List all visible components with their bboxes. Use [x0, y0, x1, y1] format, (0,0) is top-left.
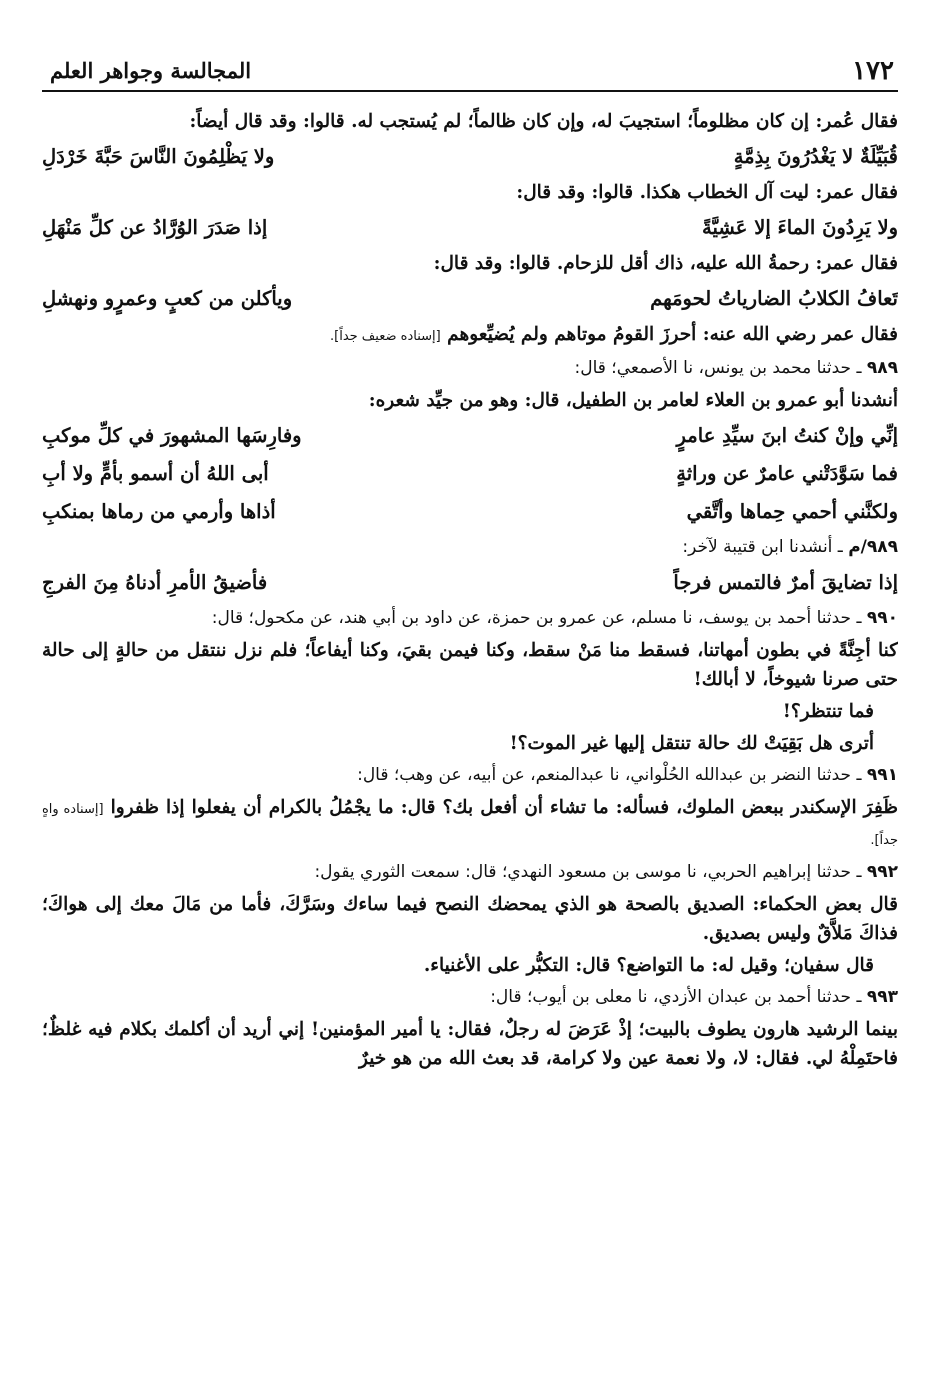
isnad-paragraph [42, 983, 898, 1012]
editor-note: [إسناده واهٍ جداً]. [42, 802, 898, 848]
verse-line [42, 456, 898, 492]
verse-line [42, 210, 898, 246]
hadith-number: ٩٩٠ [866, 608, 898, 628]
page-body [42, 94, 898, 1073]
verse-line [42, 565, 898, 601]
verse-first-hemistich: إنِّي وإنْ كنتُ ابنَ سيِّدِ عامرٍ [676, 424, 898, 447]
verse-second-hemistich: أذاها وأرمي من رماها بمنكبِ [42, 500, 276, 523]
paragraph-text: ـ أنشدنا ابن قتيبة لآخر: [682, 537, 843, 557]
isnad-paragraph [42, 604, 898, 633]
text-paragraph [42, 249, 898, 278]
paragraph-text: أنشدنا أبو عمرو بن العلاء لعامر بن الطفيل، قال: وهو من جيِّد شعره: [368, 390, 898, 411]
text-paragraph [42, 320, 898, 351]
paragraph-text: أترى هل بَقِيَتْ لك حالة تنتقل إليها غير الموت؟! [509, 733, 874, 754]
verse-line [42, 281, 898, 317]
text-paragraph [42, 697, 898, 726]
verse-first-hemistich: تَعافُ الكلابُ الضارياتُ لحومَهم [650, 287, 898, 310]
text-paragraph [42, 793, 898, 855]
paragraph-text: فقال عُمر: إن كان مظلوماً؛ استجيبَ له، وإن كان ظالماً؛ لم يُستجب له. قالوا: وقد قال أيضاً: [189, 111, 898, 132]
page-header [42, 50, 898, 94]
paragraph-text: قال بعض الحكماء: الصديق بالصحة هو الذي يمحضك النصح فيما ساءك وسَرَّكَ، فأما من مَالَ معك إلى هواكَ؛ فذاكَ مَلاَّقٌ وليس بصديق. [42, 894, 898, 944]
paragraph-text: ـ حدثنا أحمد بن عبدان الأزدي، نا معلى بن أيوب؛ قال: [490, 987, 862, 1007]
verse-line [42, 418, 898, 454]
paragraph-text: فما تنتظر؟! [782, 701, 874, 722]
verse-second-hemistich: أبى اللهُ أن أسمو بأمٍّ ولا أبِ [42, 462, 269, 485]
verse-second-hemistich: وفارِسَها المشهورَ في كلِّ موكبِ [42, 424, 302, 447]
text-paragraph [42, 890, 898, 948]
header-rule [42, 90, 898, 92]
isnad-paragraph [42, 533, 898, 562]
isnad-paragraph [42, 761, 898, 790]
paragraph-text: ـ حدثنا النضر بن عبدالله الحُلْواني، نا عبدالمنعم، عن أبيه، عن وهب؛ قال: [357, 765, 862, 785]
verse-second-hemistich: ولا يَظْلِمُونَ النَّاسَ حَبَّةَ خَرْدَلِ [42, 145, 275, 168]
book-title: المجالسة وجواهر العلم [50, 58, 252, 83]
paragraph-text: فقال عمر: ليت آل الخطاب هكذا. قالوا: وقد قال: [516, 182, 898, 203]
verse-first-hemistich: ولا يَرِدُونَ الماءَ إلا عَشِيَّةً [702, 216, 898, 239]
paragraph-text: بينما الرشيد هارون يطوف بالبيت؛ إذْ عَرَضَ له رجلٌ، فقال: يا أمير المؤمنين! إني أريد أن أكلمك بكلام فيه غلظٌ؛ فاحتَمِلْهُ لي. فقال: لا، ولا نعمة عين ولا كرامة، قد بعث الله من هو خيرٌ [42, 1019, 898, 1069]
isnad-paragraph [42, 858, 898, 887]
verse-first-hemistich: إذا تضايقَ أمرٌ فالتمس فرجاً [673, 571, 898, 594]
text-paragraph [42, 386, 898, 415]
verse-second-hemistich: فأضيقُ الأمرِ أدناهُ مِنَ الفرجِ [42, 571, 268, 594]
book-page [42, 50, 898, 1370]
verse-second-hemistich: إذا صَدَرَ الوُرَّادُ عن كلِّ مَنْهَلِ [42, 216, 268, 239]
paragraph-text: فقال عمر: رحمةُ الله عليه، ذاك أقل للزحام. قالوا: وقد قال: [433, 253, 898, 274]
hadith-number: ٩٨٩/م [848, 537, 898, 557]
paragraph-text: ـ حدثنا إبراهيم الحربي، نا موسى بن مسعود النهدي؛ قال: سمعت الثوري يقول: [314, 862, 862, 882]
verse-line [42, 494, 898, 530]
paragraph-text: ظَفِرَ الإسكندر ببعض الملوك، فسأله: ما تشاء أن أفعل بك؟ قال: ما يجْمُلُ بالكرام أن يفعلوا إذا ظفروا [110, 797, 898, 818]
text-paragraph [42, 636, 898, 694]
paragraph-text: ـ حدثنا محمد بن يونس، نا الأصمعي؛ قال: [574, 358, 862, 378]
hadith-number: ٩٩٢ [866, 862, 898, 882]
verse-first-hemistich: قُبَيِّلَةٌ لا يَغْدُرُونَ بِذِمَّةٍ [733, 145, 898, 168]
paragraph-text: ـ حدثنا أحمد بن يوسف، نا مسلم، عن عمرو بن حمزة، عن داود بن أبي هند، عن مكحول؛ قال: [211, 608, 862, 628]
hadith-number: ٩٨٩ [866, 358, 898, 378]
text-paragraph [42, 1015, 898, 1073]
text-paragraph [42, 107, 898, 136]
verse-line [42, 139, 898, 175]
isnad-paragraph [42, 354, 898, 383]
paragraph-text: كنا أجِنَّةً في بطون أمهاتنا، فسقط منا مَنْ سقط، وكنا فيمن بقيَ، وكنا أيفاعاً؛ فلم نزل ننتقل من حالةٍ إلى حالة حتى صرنا شيوخاً، لا أبالك! [42, 640, 898, 690]
editor-note: [إسناده ضعيف جداً]. [330, 329, 441, 344]
verse-first-hemistich: ولكنَّني أحمي حِماها وأتَّقي [686, 500, 898, 523]
hadith-number: ٩٩٣ [866, 987, 898, 1007]
paragraph-text: فقال عمر رضي الله عنه: أحرزَ القومُ موتاهم ولم يُضيِّعوهم [447, 324, 898, 345]
verse-first-hemistich: فما سَوَّدَتْني عامرٌ عن وراثةٍ [676, 462, 898, 485]
hadith-number: ٩٩١ [866, 765, 898, 785]
verse-second-hemistich: ويأكلن من كعبٍ وعمرٍو ونهشلِ [42, 287, 293, 310]
page-number: ١٧٢ [852, 56, 894, 86]
text-paragraph [42, 178, 898, 207]
text-paragraph [42, 951, 898, 980]
paragraph-text: قال سفيان؛ وقيل له: ما التواضع؟ قال: التكبُّر على الأغنياء. [423, 955, 874, 976]
text-paragraph [42, 729, 898, 758]
